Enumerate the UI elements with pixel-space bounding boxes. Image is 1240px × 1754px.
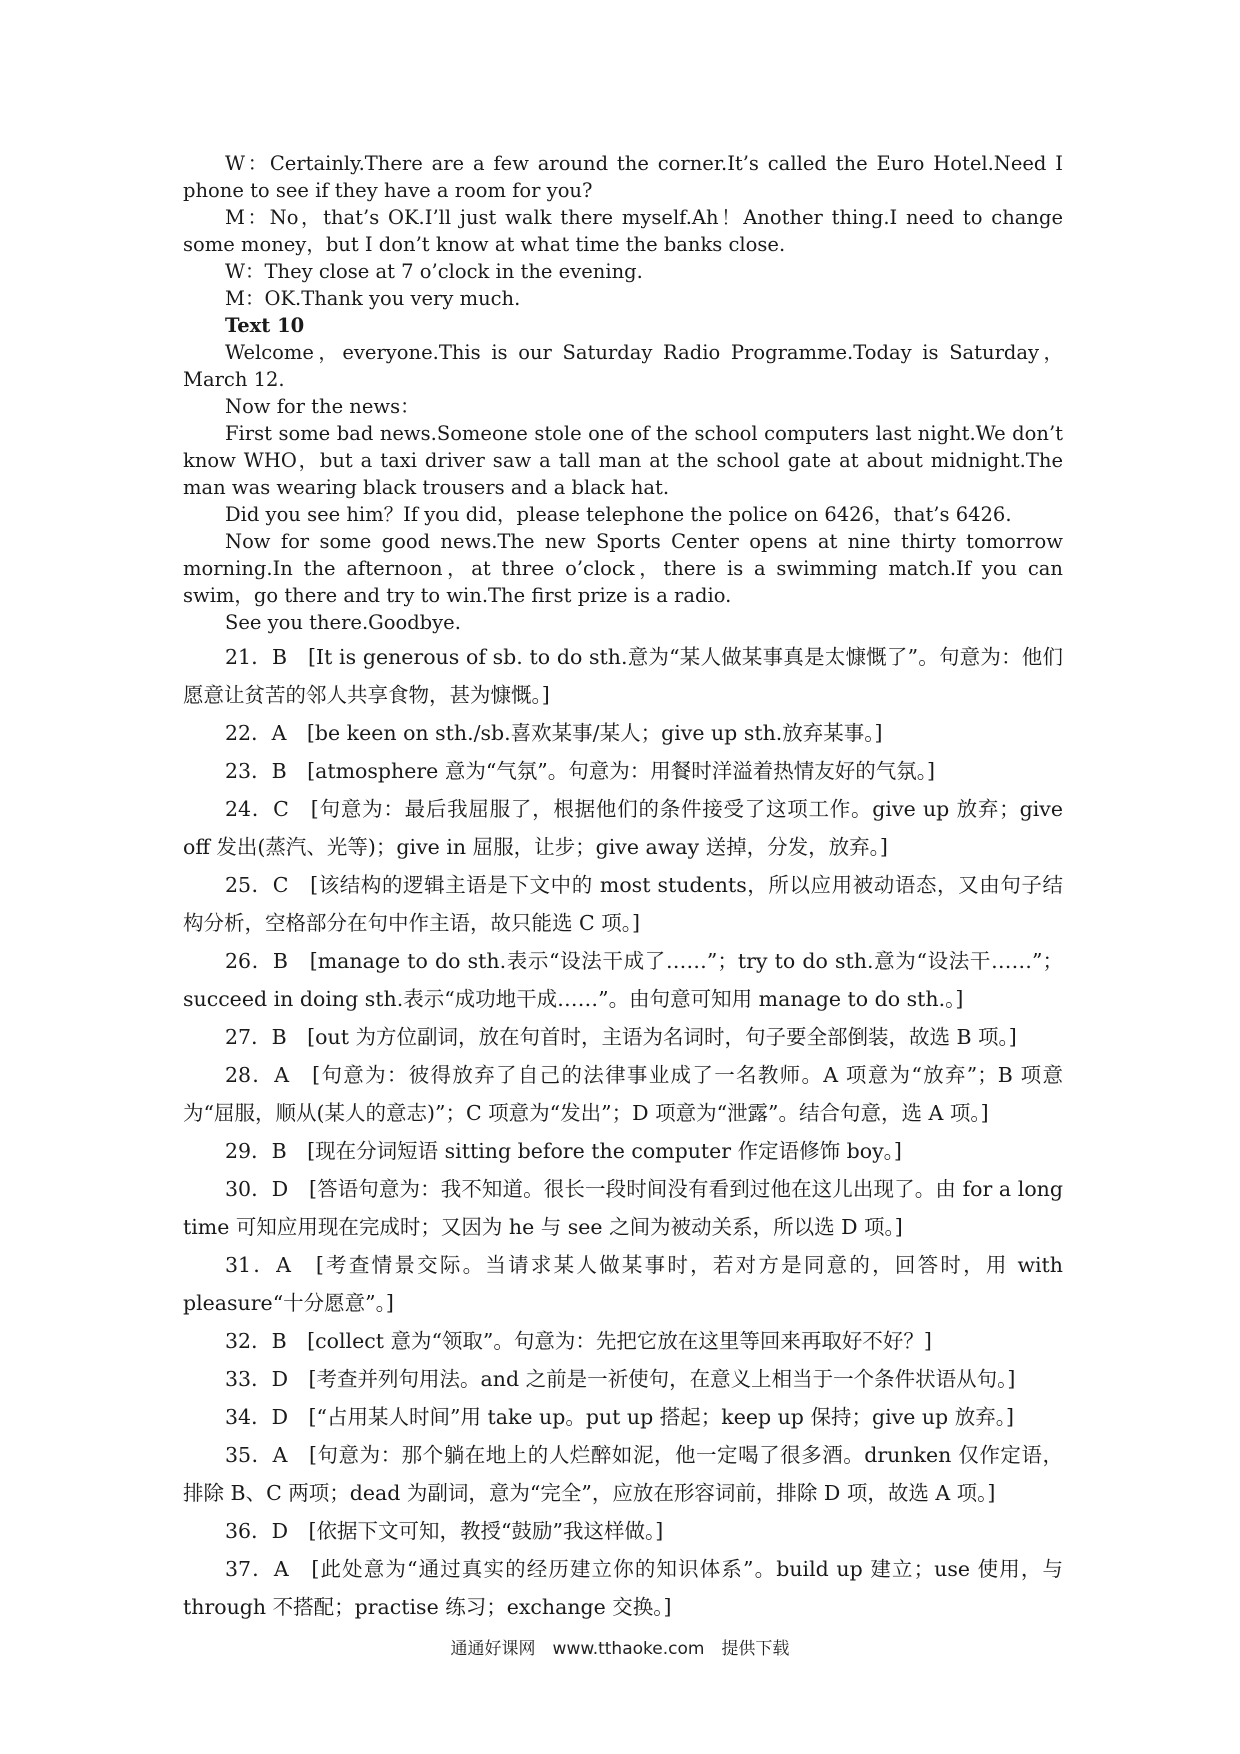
answer-item: 31．A [考查情景交际。当请求某人做某事时，若对方是同意的，回答时，用 with pleasure“十分愿意”。] bbox=[183, 1253, 1063, 1315]
answer-item: 28．A [句意为：彼得放弃了自己的法律事业成了一名教师。A 项意为“放弃”；B 项意为“屈服，顺从(某人的意志)”；C 项意为“发出”；D 项意为“泄露”。结合句意，选 A 项。] bbox=[183, 1063, 1063, 1125]
answer-item: 25．C [该结构的逻辑主语是下文中的 most students，所以应用被动语态，又由句子结构分析，空格部分在句中作主语，故只能选 C 项。] bbox=[183, 873, 1063, 935]
answer-item: 32．B [collect 意为“领取”。句意为：先把它放在这里等回来再取好不好？] bbox=[225, 1329, 932, 1353]
text10-paragraph: See you there.Goodbye. bbox=[225, 611, 461, 634]
page-content bbox=[183, 150, 1063, 1626]
answer-item: 24．C [句意为：最后我屈服了，根据他们的条件接受了这项工作。give up 放弃；give off 发出(蒸汽、光等)；give in 屈服，让步；give away 送掉，分发，放弃。] bbox=[183, 797, 1063, 859]
answer-item: 26．B [manage to do sth.表示“设法干成了……”；try to do sth.意为“设法干……”；succeed in doing sth.表示“成功地干成……”。由句意可知用 manage to do sth.。] bbox=[183, 949, 1063, 1011]
dialogue-line: W：Certainly.There are a few around the corner.It’s called the Euro Hotel.Need I phone to see if they have a room for you? bbox=[183, 152, 1063, 202]
answer-item: 36．D [依据下文可知，教授“鼓励”我这样做。] bbox=[225, 1519, 664, 1543]
answer-item: 35．A [句意为：那个躺在地上的人烂醉如泥，他一定喝了很多酒。drunken 仅作定语，排除 B、C 两项；dead 为副词，意为“完全”，应放在形容词前，排除 D 项，故选 A 项。] bbox=[183, 1443, 1063, 1505]
text10-paragraph: Now for some good news.The new Sports Center opens at nine thirty tomorrow morning.In the afternoon，at three o’clock，there is a swimming match.If you can swim，go there and try to win.The first prize is a radio. bbox=[183, 530, 1063, 607]
dialogue-line: M：No，that’s OK.I’ll just walk there myself.Ah！Another thing.I need to change some money，but I don’t know at what time the banks close. bbox=[183, 206, 1063, 256]
section-heading: Text 10 bbox=[225, 314, 305, 337]
dialogue-line: M：OK.Thank you very much. bbox=[225, 287, 521, 310]
answer-item: 29．B [现在分词短语 sitting before the computer 作定语修饰 boy。] bbox=[225, 1139, 902, 1163]
answer-item: 27．B [out 为方位副词，放在句首时，主语为名词时，句子要全部倒装，故选 B 项。] bbox=[225, 1025, 1017, 1049]
answer-item: 30．D [答语句意为：我不知道。很长一段时间没有看到过他在这儿出现了。由 for a long time 可知应用现在完成时；又因为 he 与 see 之间为被动关系，所以选 D 项。] bbox=[183, 1177, 1063, 1239]
text10-paragraph: Welcome，everyone.This is our Saturday Radio Programme.Today is Saturday，March 12. bbox=[183, 341, 1063, 391]
dialogue-line: W：They close at 7 o’clock in the evening. bbox=[225, 260, 643, 283]
text10-paragraph: Now for the news： bbox=[225, 395, 420, 418]
text10-paragraph: First some bad news.Someone stole one of the school computers last night.We don’t know WHO，but a taxi driver saw a tall man at the school gate at about midnight.The man was wearing black trousers and a black hat. bbox=[183, 422, 1063, 499]
answer-item: 37．A [此处意为“通过真实的经历建立你的知识体系”。build up 建立；use 使用，与 through 不搭配；practise 练习；exchange 交换。] bbox=[183, 1557, 1063, 1619]
answer-item: 23．B [atmosphere 意为“气氛”。句意为：用餐时洋溢着热情友好的气氛。] bbox=[225, 759, 936, 783]
page-footer: 通通好课网 www.tthaoke.com 提供下载 bbox=[450, 1639, 790, 1659]
answer-item: 22．A [be keen on sth./sb.喜欢某事/某人；give up sth.放弃某事。] bbox=[225, 721, 883, 745]
text10-paragraph: Did you see him？If you did，please telephone the police on 6426，that’s 6426. bbox=[225, 503, 1012, 526]
answer-item: 21．B [It is generous of sb. to do sth.意为“某人做某事真是太慷慨了”。句意为：他们愿意让贫苦的邻人共享食物，甚为慷慨。] bbox=[183, 645, 1063, 707]
answer-item: 34．D [“占用某人时间”用 take up。put up 搭起；keep up 保持；give up 放弃。] bbox=[225, 1405, 1014, 1429]
answer-item: 33．D [考查并列句用法。and 之前是一祈使句，在意义上相当于一个条件状语从句。] bbox=[225, 1367, 1016, 1391]
